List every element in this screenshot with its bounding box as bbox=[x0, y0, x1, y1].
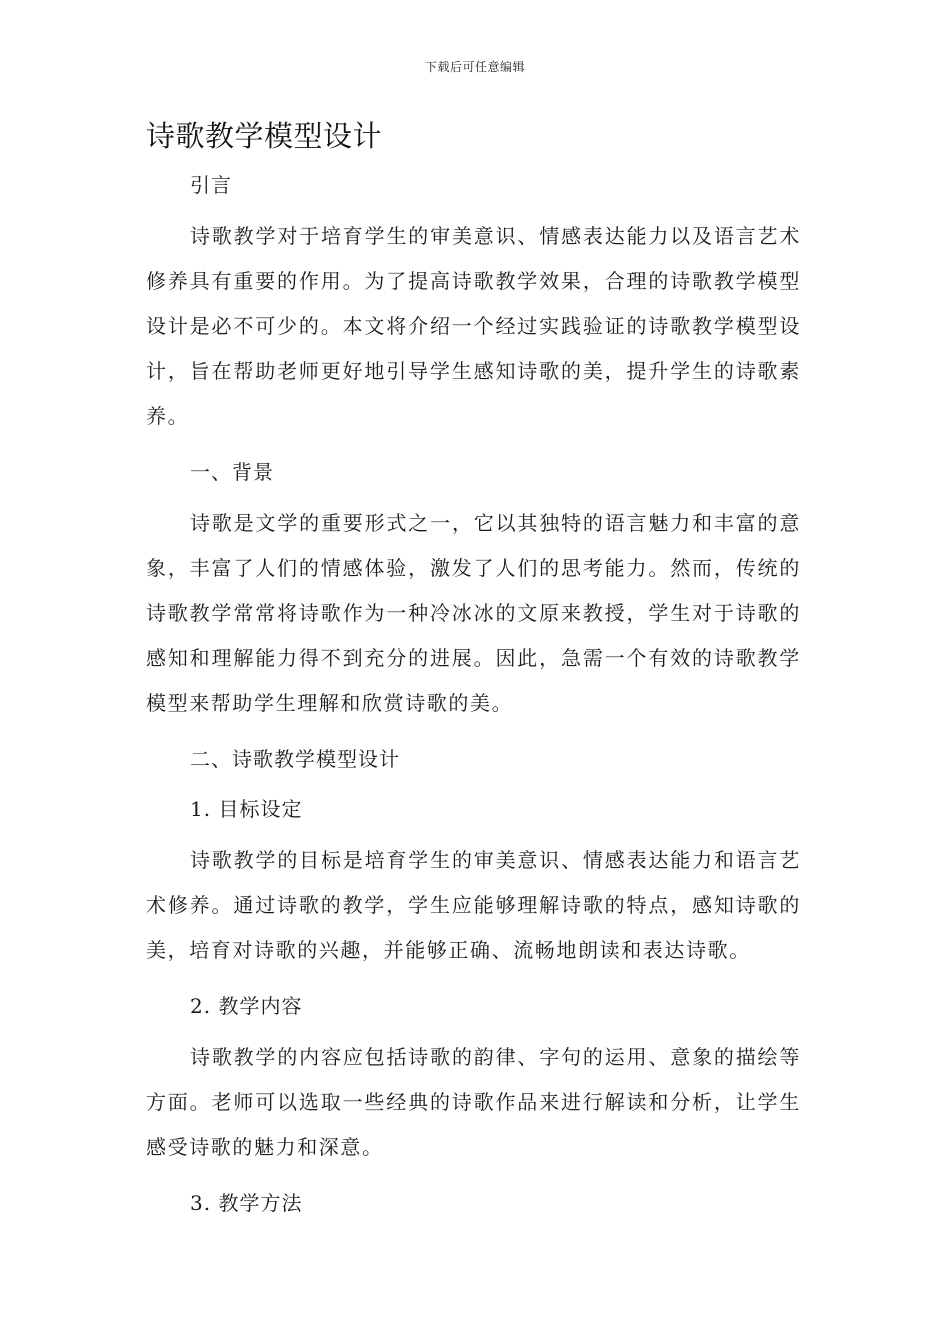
intro-paragraph: 诗歌教学对于培育学生的审美意识、情感表达能力以及语言艺术修养具有重要的作用。为了提高诗歌教学效果，合理的诗歌教学模型设计是必不可少的。本文将介绍一个经过实践验证的诗歌教学模型设计，旨在帮助老师更好地引导学生感知诗歌的美，提升学生的诗歌素养。 bbox=[146, 224, 801, 428]
background-paragraph: 诗歌是文学的重要形式之一，它以其独特的语言魅力和丰富的意象，丰富了人们的情感体验，激发了人们的思考能力。然而，传统的诗歌教学常常将诗歌作为一种冷冰冰的文原来教授，学生对于诗歌的感知和理解能力得不到充分的进展。因此，急需一个有效的诗歌教学模型来帮助学生理解和欣赏诗歌的美。 bbox=[146, 511, 801, 715]
intro-heading: 引言 bbox=[190, 173, 232, 197]
document-title: 诗歌教学模型设计 bbox=[146, 119, 383, 153]
content-heading: 2. 教学内容 bbox=[190, 994, 303, 1018]
document-body bbox=[146, 164, 801, 1224]
content-paragraph: 诗歌教学的内容应包括诗歌的韵律、字句的运用、意象的描绘等方面。老师可以选取一些经典的诗歌作品来进行解读和分析，让学生感受诗歌的魅力和深意。 bbox=[146, 1045, 801, 1159]
goal-paragraph: 诗歌教学的目标是培育学生的审美意识、情感表达能力和语言艺术修养。通过诗歌的教学，学生应能够理解诗歌的特点，感知诗歌的美，培育对诗歌的兴趣，并能够正确、流畅地朗读和表达诗歌。 bbox=[146, 848, 801, 962]
design-heading: 二、诗歌教学模型设计 bbox=[190, 747, 400, 771]
background-heading: 一、背景 bbox=[190, 460, 274, 484]
method-heading: 3. 教学方法 bbox=[190, 1191, 303, 1215]
goal-heading: 1. 目标设定 bbox=[190, 797, 303, 821]
header-note: 下载后可任意编辑 bbox=[424, 60, 525, 74]
